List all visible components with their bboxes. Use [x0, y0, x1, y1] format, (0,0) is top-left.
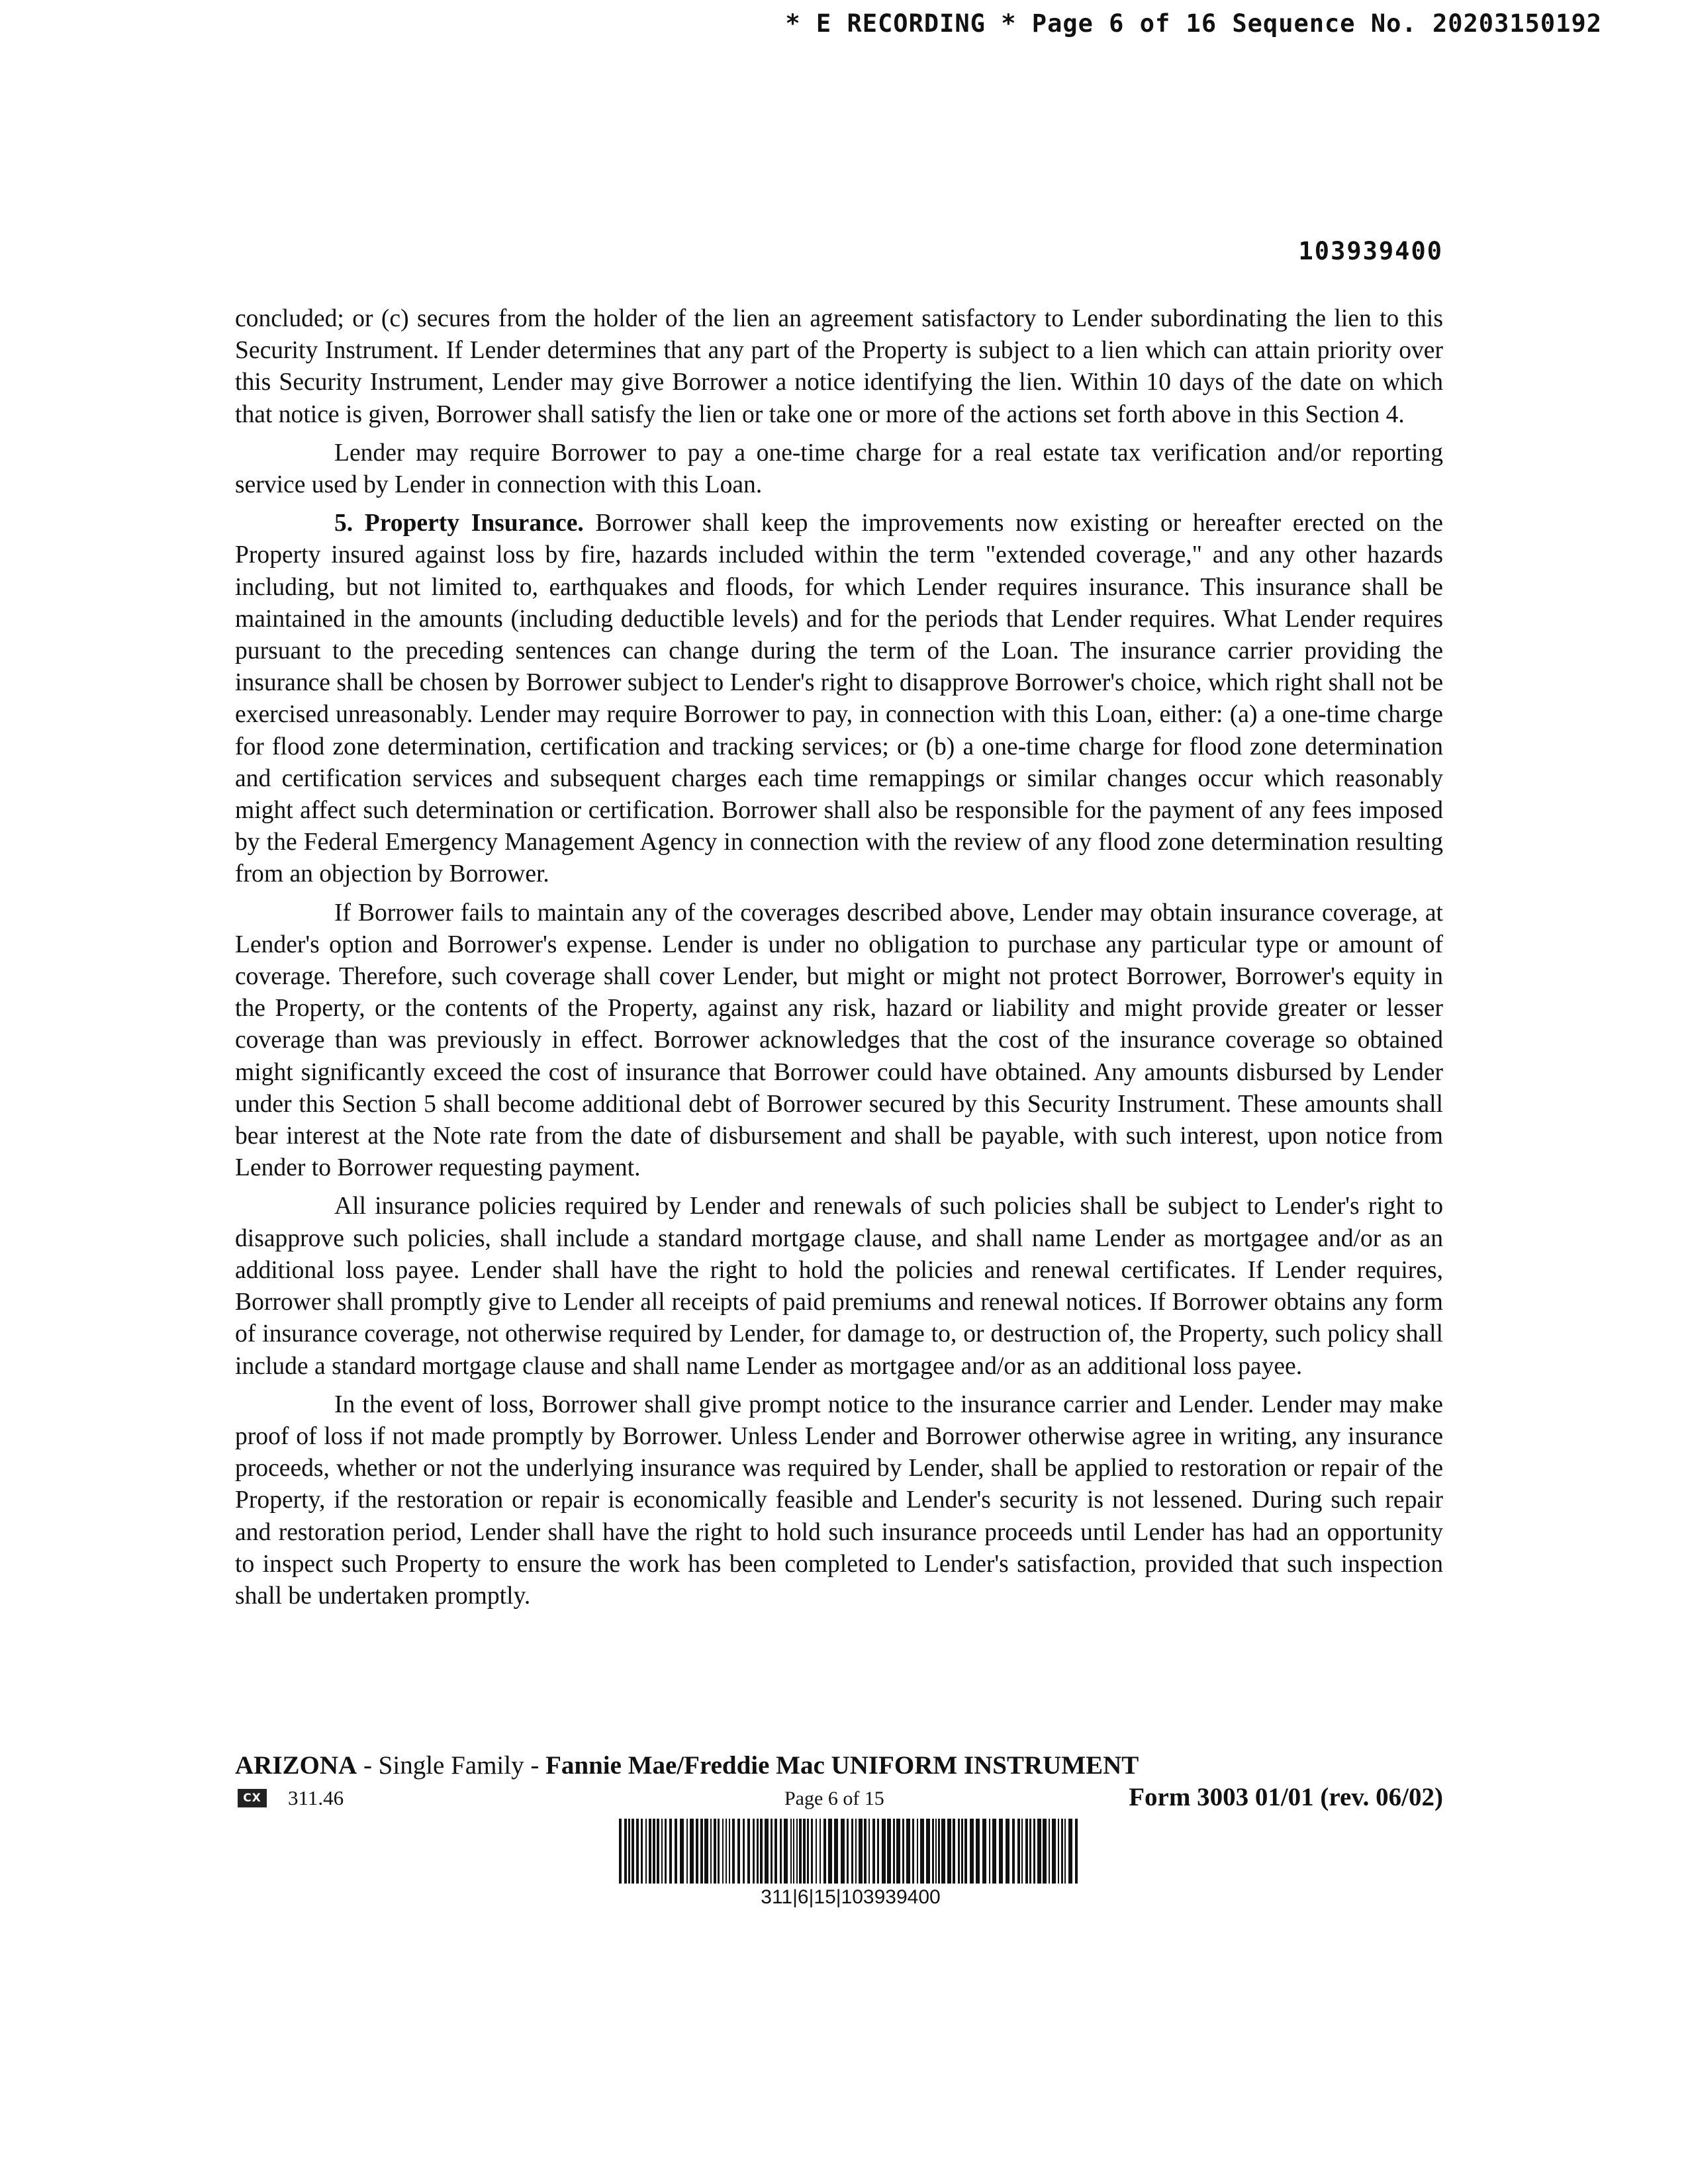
barcode-bar — [619, 1819, 622, 1884]
footer-details — [235, 1782, 1443, 1815]
barcode-bar — [704, 1819, 708, 1884]
form-number: Form 3003 01/01 (rev. 06/02) — [1129, 1783, 1443, 1811]
barcode-bar — [932, 1819, 934, 1884]
barcode-bar — [799, 1819, 802, 1884]
barcode-bar — [1006, 1819, 1009, 1884]
barcode-bar — [747, 1819, 750, 1884]
paragraph-3-text: Borrower shall keep the improvements now existing or hereafter erected on the Property insured against loss by fire, hazards included within the term "extended coverage," and any other hazards including, but not limited to, earthquakes and floods, for which Lender requires insurance. This insurance shall be maintained in the amounts (including deductible levels) and for the periods that Lender requires. What Lender requires pursuant to the preceding sentences can change during the term of the Loan. The insurance carrier providing the insurance shall be chosen by Borrower subject to Lender's right to disapprove Borrower's choice, which right shall not be exercised unreasonably. Lender may require Borrower to pay, in connection with this Loan, either: (a) a one-time charge for flood zone determination, certification and tracking services; or (b) a one-time charge for flood zone determination and certification services and subsequent charges each time remappings or similar changes occur which reasonably might affect such determination or certification. Borrower shall also be responsible for the payment of any fees imposed by the Federal Emergency Management Agency in connection with the review of any flood zone determination resulting from an objection by Borrower. — [235, 510, 1443, 888]
barcode-bar — [732, 1819, 735, 1884]
barcode-bar — [896, 1819, 900, 1884]
recording-header: * E RECORDING * Page 6 of 16 Sequence No. 20203150192 — [785, 9, 1602, 38]
barcode-bar — [1012, 1819, 1015, 1884]
barcode-bar — [1061, 1819, 1063, 1884]
barcode-bar — [774, 1819, 777, 1884]
barcode-bar — [1021, 1819, 1023, 1884]
barcode-bar — [855, 1819, 857, 1884]
barcode-bar — [1037, 1819, 1041, 1884]
barcode-bar — [868, 1819, 870, 1884]
barcode-bar — [657, 1819, 659, 1884]
barcode-bar — [790, 1819, 792, 1884]
barcode-bar — [859, 1819, 863, 1884]
barcode-bar — [765, 1819, 769, 1884]
barcode-bar — [753, 1819, 755, 1884]
barcode-bar — [803, 1819, 806, 1884]
barcode-bar — [816, 1819, 817, 1884]
barcode-bar — [989, 1819, 990, 1884]
barcode-bar — [1025, 1819, 1028, 1884]
barcode-bar — [653, 1819, 655, 1884]
barcode-bar — [864, 1819, 867, 1884]
barcode-bar — [696, 1819, 698, 1884]
barcode-bar — [1058, 1819, 1059, 1884]
barcode-bar — [902, 1819, 904, 1884]
barcode-bar — [645, 1819, 647, 1884]
barcode-bar — [882, 1819, 886, 1884]
instrument-type: - Single Family - — [357, 1751, 546, 1780]
barcode-bar — [714, 1819, 716, 1884]
barcode-bar — [680, 1819, 684, 1884]
barcode-bar — [926, 1819, 930, 1884]
paragraph-6: In the event of loss, Borrower shall give prompt notice to the insurance carrier and Lender. Lender may make proof of loss if not made promptly by Borrower. Unless Lender and Borrower otherwise agree in writing, any insurance proceeds, whether or not the underlying insurance was required by Lender, shall be applied to restoration or repair of the Property, if the restoration or repair is economically feasible and Lender's security is not lessened. During such repair and restoration period, Lender shall have the right to hold such insurance proceeds until Lender has had an opportunity to inspect such Property to ensure the work has been completed to Lender's satisfaction, provided that such inspection shall be undertaken promptly. — [235, 1390, 1443, 1610]
barcode-bar — [632, 1819, 634, 1884]
barcode-bar — [947, 1819, 951, 1884]
barcode-bar — [1075, 1819, 1078, 1884]
barcode-bar — [710, 1819, 712, 1884]
document-body — [235, 303, 1443, 1619]
barcode-bar — [958, 1819, 960, 1884]
barcode-bar — [718, 1819, 720, 1884]
barcode-bar — [700, 1819, 703, 1884]
barcode-bar — [847, 1819, 849, 1884]
barcode-bar — [953, 1819, 955, 1884]
barcode-bar — [982, 1819, 986, 1884]
barcode-bar — [793, 1819, 794, 1884]
barcode-bar — [649, 1819, 651, 1884]
barcode-bar — [737, 1819, 740, 1884]
paragraph-5: All insurance policies required by Lender and renewals of such policies shall be subject to Lender's right to disapprove such policies, shall include a standard mortgage clause, and shall name Lender as mortgagee and/or as an additional loss payee. Lender shall have the right to hold the policies and renewal certificates. If Lender requires, Borrower shall promptly give to Lender all receipts of paid premiums and renewal notices. If Borrower obtains any form of insurance coverage, not otherwise required by Lender, for damage to, or destruction of, the Property, such policy shall include a standard mortgage clause and shall name Lender as mortgagee and/or as an additional loss payee. — [235, 1193, 1443, 1380]
barcode-bar — [851, 1819, 853, 1884]
barcode-bar — [726, 1819, 727, 1884]
paragraph-2: Lender may require Borrower to pay a one-time charge for a real estate tax verification and/or reporting service used by Lender in connection with this Loan. — [235, 439, 1443, 499]
paragraph-3 — [235, 508, 1443, 890]
barcode-bar — [1064, 1819, 1066, 1884]
barcode-bar — [820, 1819, 821, 1884]
barcode-bar — [811, 1819, 813, 1884]
barcode-bar — [628, 1819, 630, 1884]
barcode-bar — [1052, 1819, 1056, 1884]
barcode-bar — [887, 1819, 891, 1884]
cx-logo-icon: CX — [238, 1789, 267, 1807]
barcode-bar — [1049, 1819, 1050, 1884]
barcode-bar — [807, 1819, 809, 1884]
barcode-bar — [938, 1819, 940, 1884]
barcode-bar — [872, 1819, 875, 1884]
barcode-bar — [669, 1819, 672, 1884]
barcode-bar — [961, 1819, 963, 1884]
barcode-bar — [834, 1819, 838, 1884]
barcode-bar — [941, 1819, 945, 1884]
barcode-bar — [1029, 1819, 1031, 1884]
barcode-bar — [828, 1819, 832, 1884]
section-heading-property-insurance: 5. Property Insurance. — [334, 510, 584, 537]
barcode-bar — [780, 1819, 782, 1884]
barcode-bar — [743, 1819, 745, 1884]
barcode-bar — [675, 1819, 677, 1884]
barcode-bar — [757, 1819, 759, 1884]
barcode-bar — [729, 1819, 730, 1884]
barcode-bar — [841, 1819, 845, 1884]
barcode-bar — [917, 1819, 918, 1884]
barcode-bar — [906, 1819, 910, 1884]
instrument-name: Fannie Mae/Freddie Mac UNIFORM INSTRUMENT — [545, 1751, 1139, 1780]
barcode-bar — [823, 1819, 826, 1884]
barcode-bar — [1068, 1819, 1072, 1884]
barcode-bar — [722, 1819, 724, 1884]
barcode-bar — [920, 1819, 924, 1884]
barcode-bar — [999, 1819, 1003, 1884]
form-code: 311.46 — [288, 1786, 344, 1809]
barcode-bar — [796, 1819, 798, 1884]
barcode-bar — [1043, 1819, 1047, 1884]
barcode-bar — [636, 1819, 639, 1884]
barcode-caption: 311|6|15|103939400 — [761, 1886, 941, 1908]
barcode-bar — [970, 1819, 974, 1884]
barcode-bar — [760, 1819, 763, 1884]
state-name: ARIZONA — [235, 1751, 357, 1780]
barcode-bar — [1033, 1819, 1035, 1884]
barcode-bar — [771, 1819, 773, 1884]
page-number: Page 6 of 15 — [784, 1788, 884, 1809]
barcode-bar — [964, 1819, 967, 1884]
document-number: 103939400 — [1298, 237, 1443, 265]
barcode-bar — [912, 1819, 914, 1884]
barcode-bar — [893, 1819, 895, 1884]
barcode-bar — [877, 1819, 879, 1884]
barcode-bar — [992, 1819, 996, 1884]
barcode-bar — [686, 1819, 688, 1884]
barcode-bar — [976, 1819, 980, 1884]
paragraph-4: If Borrower fails to maintain any of the coverages described above, Lender may obtain insurance coverage, at Lender's option and Borrower's expense. Lender is under no obligation to purchase any particular type or amount of coverage. Therefore, such coverage shall cover Lender, but might or might not protect Borrower, Borrower's equity in the Property, or the contents of the Property, against any risk, hazard or liability and might provide greater or lesser coverage than was previously in effect. Borrower acknowledges that the cost of the insurance coverage so obtained might significantly exceed the cost of insurance that Borrower could have obtained. Any amounts disbursed by Lender under this Section 5 shall become additional debt of Borrower secured by this Security Instrument. These amounts shall bear interest at the Note rate from the date of disbursement and shall be payable, with such interest, upon notice from Lender to Borrower requesting payment. — [235, 899, 1443, 1182]
barcode-bar — [784, 1819, 788, 1884]
page-footer — [235, 1751, 1443, 1815]
barcode-bar — [661, 1819, 663, 1884]
barcode-bar — [665, 1819, 667, 1884]
form-code-group — [238, 1786, 344, 1810]
barcode-bar — [690, 1819, 694, 1884]
barcode-image — [619, 1819, 1082, 1884]
barcode-bar — [641, 1819, 643, 1884]
paragraph-1: concluded; or (c) secures from the holder of the lien an agreement satisfactory to Lender subordinating the lien to this Security Instrument. If Lender determines that any part of the Property is subject to a lien which can attain priority over this Security Instrument, Lender may give Borrower a notice identifying the lien. Within 10 days of the date on which that notice is given, Borrower shall satisfy the lien or take one or more of the actions set forth above in this Section 4. — [235, 305, 1443, 428]
barcode-bar — [935, 1819, 937, 1884]
barcode-bar — [1017, 1819, 1020, 1884]
instrument-title — [235, 1751, 1443, 1781]
barcode-bar — [624, 1819, 627, 1884]
